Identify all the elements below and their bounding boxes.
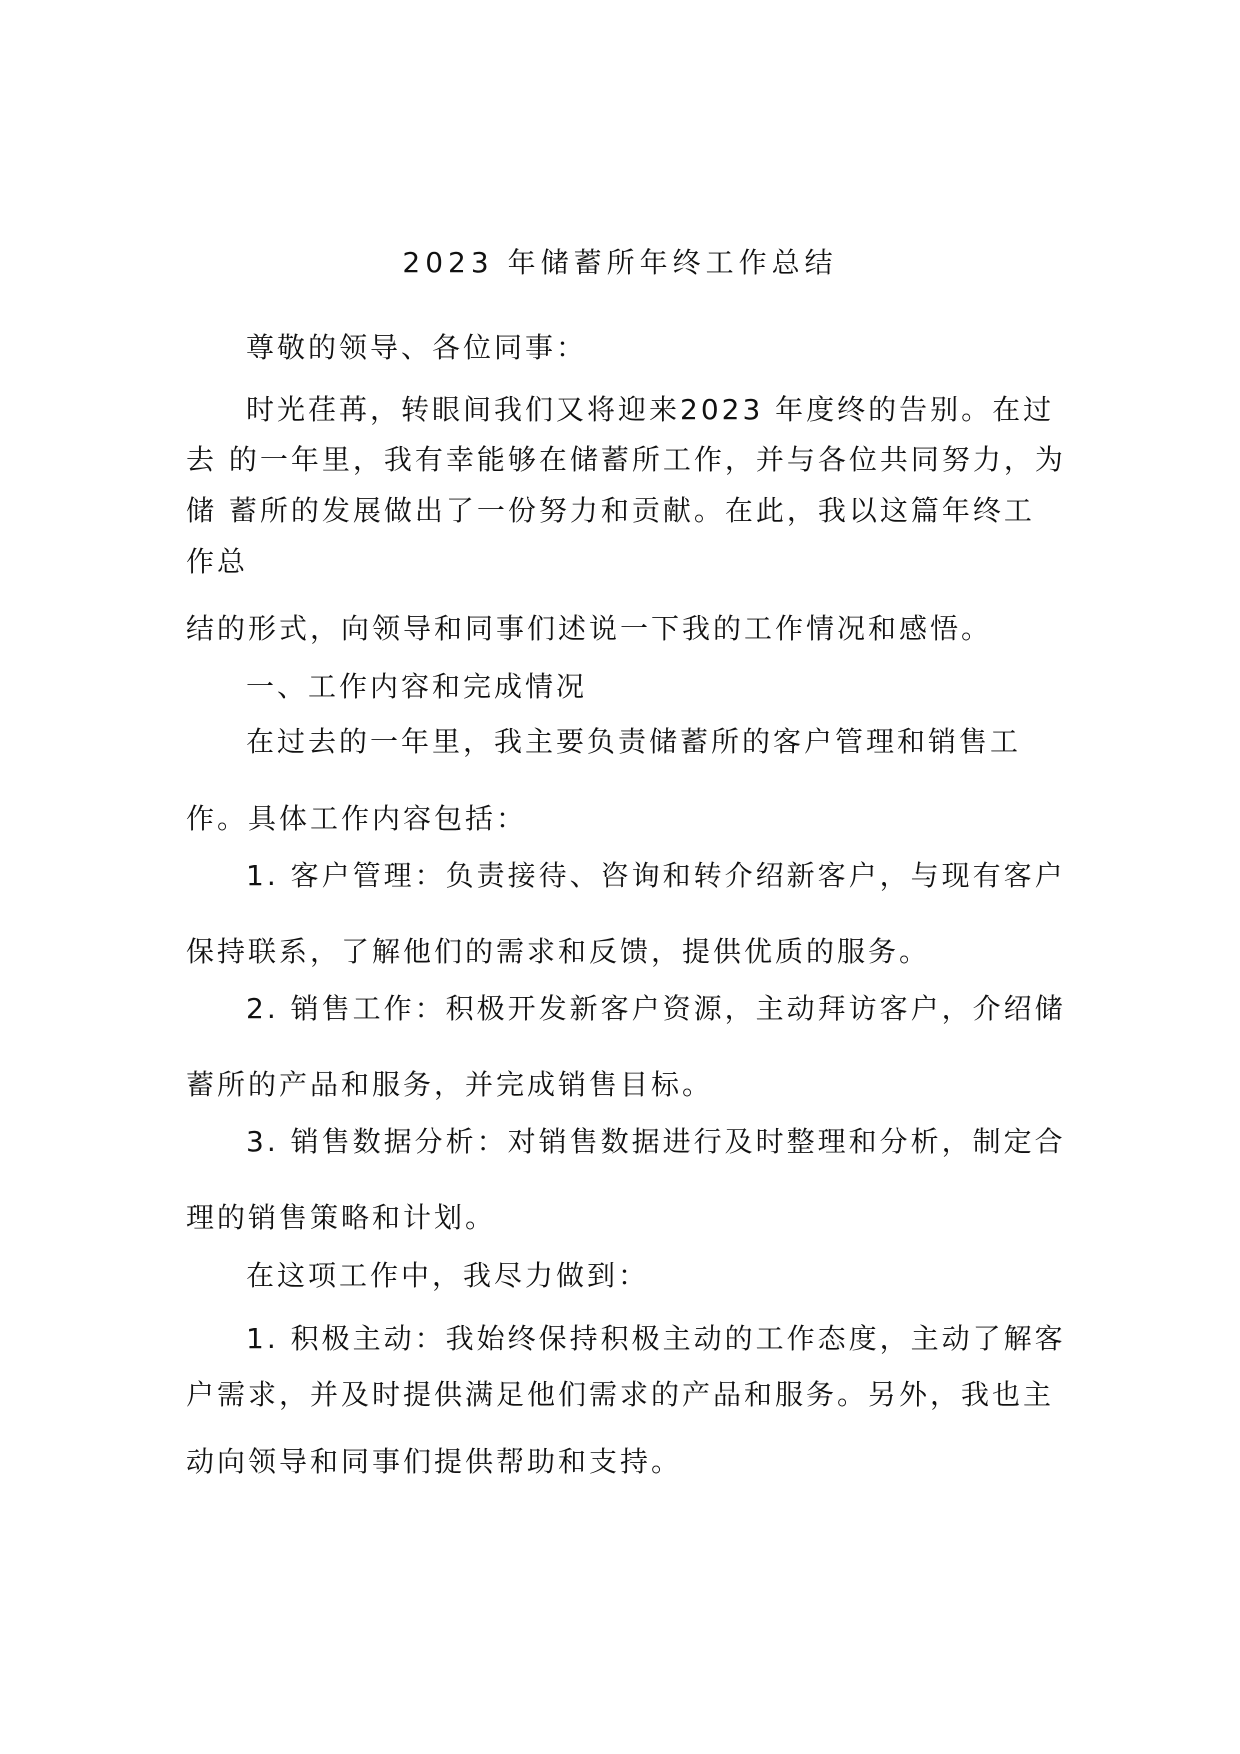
intro-line-5: 结的形式，向领导和同事们述说一下我的工作情况和感悟。 [186, 612, 993, 645]
item-3-line-2: 理的销售策略和计划。 [186, 1201, 497, 1234]
item-2-line-1: 2. 销售工作：积极开发新客户资源，主动拜访客户，介绍储 [246, 992, 1066, 1025]
document-title: 2023 年储蓄所年终工作总结 [402, 246, 838, 279]
section-para-line-1: 在过去的一年里，我主要负责储蓄所的客户管理和销售工 [246, 725, 1022, 758]
intro-line-4: 作总 [186, 545, 249, 578]
greeting: 尊敬的领导、各位同事： [246, 331, 588, 364]
effort-1-line-3: 动向领导和同事们提供帮助和支持。 [186, 1445, 683, 1478]
intro-line-3: 储 蓄所的发展做出了一份努力和贡献。在此，我以这篇年终工 [186, 494, 1035, 527]
item-2-line-2: 蓄所的产品和服务，并完成销售目标。 [186, 1068, 714, 1101]
intro-line-1: 时光荏苒，转眼间我们又将迎来2023 年度终的告别。在过 [246, 393, 1055, 426]
intro-line-2: 去 的一年里，我有幸能够在储蓄所工作，并与各位共同努力，为 [186, 443, 1066, 476]
item-3-line-1: 3. 销售数据分析：对销售数据进行及时整理和分析，制定合 [246, 1125, 1066, 1158]
item-1-line-1: 1. 客户管理：负责接待、咨询和转介绍新客户，与现有客户 [246, 859, 1066, 892]
section-para-line-2: 作。具体工作内容包括： [186, 802, 528, 835]
item-1-line-2: 保持联系，了解他们的需求和反馈，提供优质的服务。 [186, 935, 931, 968]
section-heading: 一、工作内容和完成情况 [246, 670, 588, 703]
effort-1-line-2: 户需求，并及时提供满足他们需求的产品和服务。另外，我也主 [186, 1378, 1055, 1411]
efforts-intro: 在这项工作中，我尽力做到： [246, 1259, 650, 1292]
effort-1-line-1: 1. 积极主动：我始终保持积极主动的工作态度，主动了解客 [246, 1322, 1066, 1355]
